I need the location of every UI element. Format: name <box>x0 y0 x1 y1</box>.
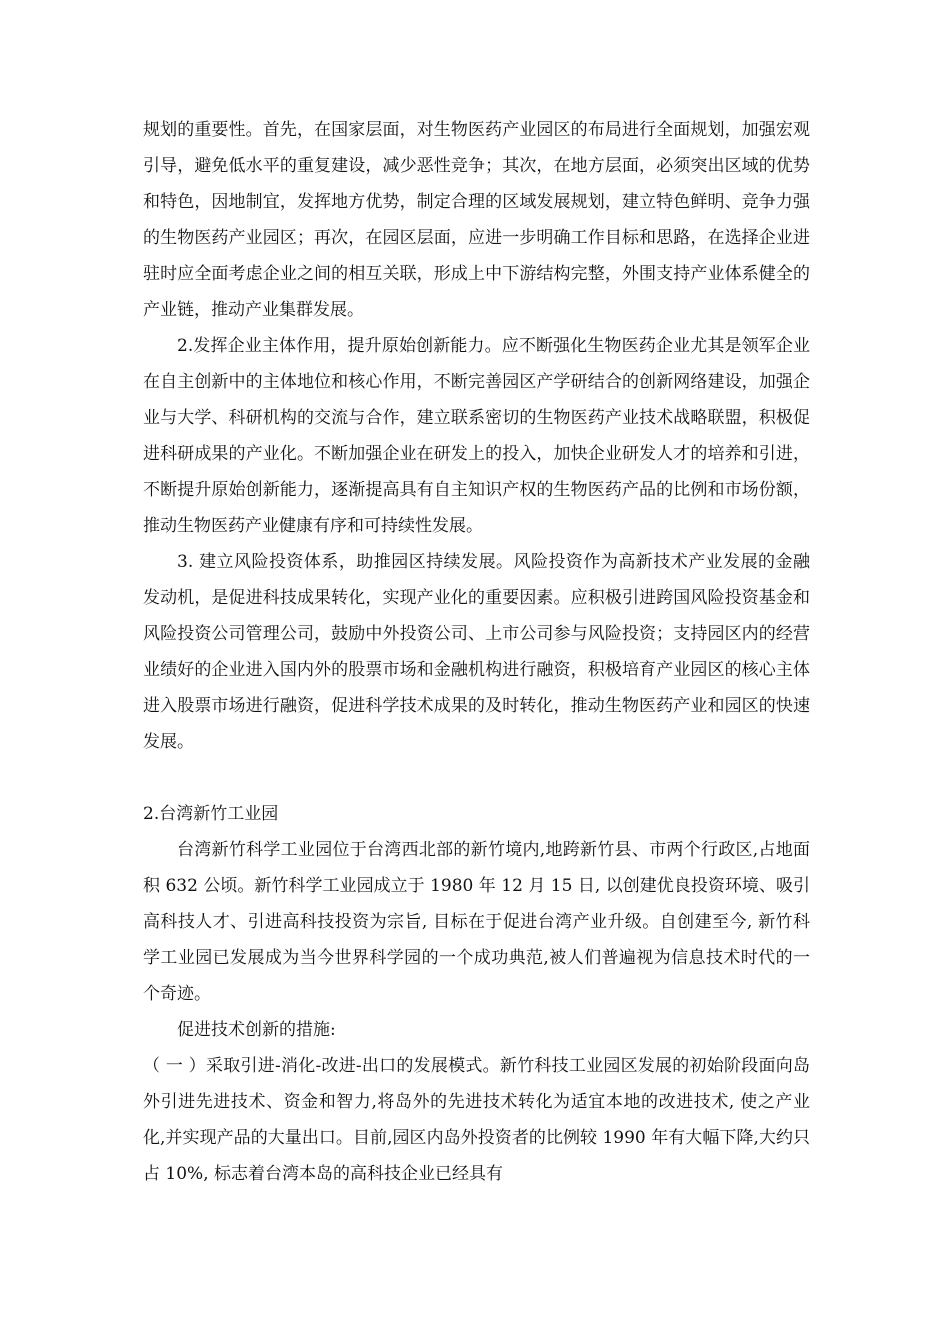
paragraph-innovation-measures-title: 促进技术创新的措施: <box>177 1020 336 1040</box>
section-heading-hsinchu: 2.台湾新竹工业园 <box>143 804 279 824</box>
paragraph-venture-capital: 3. 建立风险投资体系，助推园区持续发展。风险投资作为高新技术产业发展的金融发动机，是促进科技成果转化，实现产业化的重要因素。应积极引进跨国风险投资基金和风险投资公司管理公司，鼓励中外投资公司、上市公司参与风险投资；支持园区内的经营业绩好的企业进入国内外的股票市场和金融机构进行融资，积极培育产业园区的核心主体进入股票市场进行融资，促进科学技术成果的及时转化，推动生物医药产业和园区的快速发展。 <box>143 552 810 752</box>
paragraph-enterprise-innovation: 2.发挥企业主体作用，提升原始创新能力。应不断强化生物医药企业尤其是领军企业在自主创新中的主体地位和核心作用，不断完善园区产学研结合的创新网络建设，加强企业与大学、科研机构的交流与合作，建立联系密切的生物医药产业技术战略联盟，积极促进科研成果的产业化。不断加强企业在研发上的投入，加快企业研发人才的培养和引进，不断提升原始创新能力，逐渐提高具有自主知识产权的生物医药产品的比例和市场份额，推动生物医药产业健康有序和可持续性发展。 <box>143 336 810 536</box>
paragraph-development-model: （ 一 ）采取引进-消化-改进-出口的发展模式。新竹科技工业园区发展的初始阶段面向岛外引进先进技术、资金和智力,将岛外的先进技术转化为适宜本地的改进技术, 使之产业化,并实现产品的大量出口。目前,园区内岛外投资者的比例较 1990 年有大幅下降,大约只占 10%, 标志着台湾本岛的高科技企业已经具有 <box>143 1056 810 1184</box>
paragraph-hsinchu-overview: 台湾新竹科学工业园位于台湾西北部的新竹境内,地跨新竹县、市两个行政区,占地面积 632 公顷。新竹科学工业园成立于 1980 年 12 月 15 日, 以创建优良投资环境、吸引高科技人才、引进高科技投资为宗旨, 目标在于促进台湾产业升级。自创建至今, 新竹科学工业园已发展成为当今世界科学园的一个成功典范,被人们普遍视为信息技术时代的一个奇迹。 <box>143 840 810 1004</box>
paragraph-planning-continuation: 规划的重要性。首先，在国家层面，对生物医药产业园区的布局进行全面规划，加强宏观引导，避免低水平的重复建设，减少恶性竞争；其次，在地方层面，必须突出区域的优势和特色，因地制宜，发挥地方优势，制定合理的区域发展规划，建立特色鲜明、竞争力强的生物医药产业园区；再次，在园区层面，应进一步明确工作目标和思路，在选择企业进驻时应全面考虑企业之间的相互关联，形成上中下游结构完整，外围支持产业体系健全的产业链，推动产业集群发展。 <box>143 120 810 320</box>
document-page <box>143 112 810 1192</box>
